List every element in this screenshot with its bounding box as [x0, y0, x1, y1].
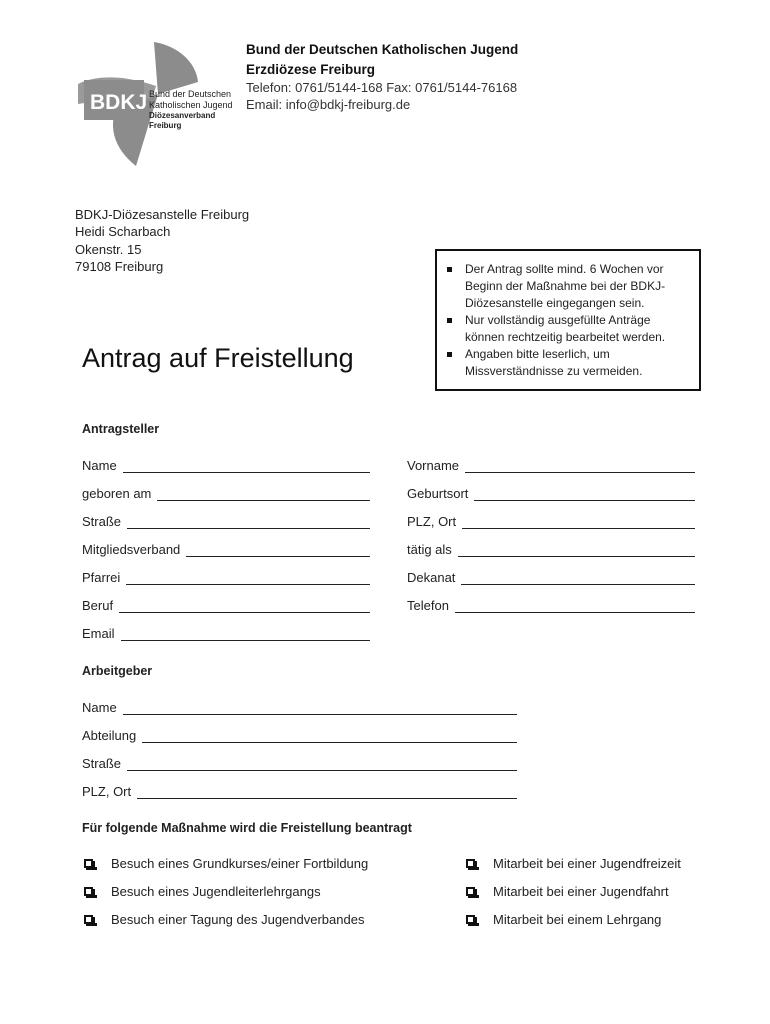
- applicant-firstname-field[interactable]: [407, 455, 695, 473]
- address-line: Okenstr. 15: [75, 242, 142, 257]
- logo-sub-line: Bund der Deutschen: [149, 89, 232, 99]
- input-line[interactable]: [127, 758, 517, 771]
- input-line[interactable]: [186, 544, 370, 557]
- org-diocese: Erzdiözese Freiburg: [246, 62, 376, 77]
- field-label: Email: [82, 626, 115, 641]
- applicant-email-field[interactable]: [82, 623, 370, 641]
- input-line[interactable]: [127, 516, 370, 529]
- info-bullet: Angaben bitte leserlich, um Missverständnisse zu vermeiden.: [445, 346, 693, 380]
- option-grundkurs[interactable]: [84, 855, 368, 871]
- field-label: Abteilung: [82, 728, 137, 743]
- logo-sub-line: Freiburg: [149, 121, 182, 130]
- field-label: Mitgliedsverband: [82, 542, 181, 557]
- org-email: Email: info@bdkj-freiburg.de: [246, 97, 411, 112]
- field-label: Pfarrei: [82, 570, 121, 585]
- applicant-zip-city-field[interactable]: [407, 511, 695, 529]
- field-label: PLZ, Ort: [82, 784, 132, 799]
- section-antragsteller: Antragsteller: [82, 422, 160, 436]
- checkbox-icon[interactable]: [84, 859, 93, 868]
- applicant-phone-field[interactable]: [407, 595, 695, 613]
- input-line[interactable]: [123, 702, 517, 715]
- employer-department-field[interactable]: [82, 725, 517, 743]
- field-label: Dekanat: [407, 570, 456, 585]
- info-box: [435, 249, 701, 391]
- input-line[interactable]: [474, 488, 695, 501]
- checkbox-icon[interactable]: [466, 915, 475, 924]
- employer-zip-city-field[interactable]: [82, 781, 517, 799]
- input-line[interactable]: [126, 572, 370, 585]
- option-label: Mitarbeit bei einer Jugendfahrt: [493, 883, 669, 899]
- page-title: Antrag auf Freistellung: [82, 343, 354, 373]
- bdkj-logo: [78, 42, 238, 166]
- checkbox-icon[interactable]: [466, 887, 475, 896]
- checkbox-icon[interactable]: [84, 915, 93, 924]
- section-massnahme: Für folgende Maßnahme wird die Freistellung beantragt: [82, 821, 412, 835]
- field-label: geboren am: [82, 486, 152, 501]
- input-line[interactable]: [142, 730, 517, 743]
- input-line[interactable]: [465, 460, 695, 473]
- input-line[interactable]: [137, 786, 517, 799]
- logo-mark: BDKJ: [90, 91, 148, 114]
- employer-street-field[interactable]: [82, 753, 517, 771]
- option-lehrgang[interactable]: [466, 911, 661, 927]
- address-line: 79108 Freiburg: [75, 259, 164, 274]
- input-line[interactable]: [455, 600, 695, 613]
- section-arbeitgeber: Arbeitgeber: [82, 664, 153, 678]
- address-line: BDKJ-Diözesanstelle Freiburg: [75, 207, 250, 222]
- info-bullet: Der Antrag sollte mind. 6 Wochen vor Beginn der Maßnahme bei der BDKJ-Diözesanstelle eingegangen sein.: [445, 261, 693, 312]
- logo-sub-line: Diözesanverband: [149, 111, 216, 120]
- applicant-birthdate-field[interactable]: [82, 483, 370, 501]
- applicant-parish-field[interactable]: [82, 567, 370, 585]
- employer-name-field[interactable]: [82, 697, 517, 715]
- applicant-member-association-field[interactable]: [82, 539, 370, 557]
- field-label: Name: [82, 700, 117, 715]
- field-label: Straße: [82, 756, 122, 771]
- option-jugendfahrt[interactable]: [466, 883, 669, 899]
- applicant-name-field[interactable]: [82, 455, 370, 473]
- option-jugendleiterlehrgang[interactable]: [84, 883, 321, 899]
- input-line[interactable]: [121, 628, 370, 641]
- checkbox-icon[interactable]: [84, 887, 93, 896]
- applicant-birthplace-field[interactable]: [407, 483, 695, 501]
- logo-sub-line: Katholischen Jugend: [149, 100, 233, 110]
- option-label: Mitarbeit bei einer Jugendfreizeit: [493, 855, 681, 871]
- applicant-role-field[interactable]: [407, 539, 695, 557]
- org-name: Bund der Deutschen Katholischen Jugend: [246, 42, 519, 57]
- address-line: Heidi Scharbach: [75, 224, 171, 239]
- option-tagung[interactable]: [84, 911, 364, 927]
- option-label: Besuch eines Jugendleiterlehrgangs: [111, 883, 321, 899]
- field-label: Name: [82, 458, 117, 473]
- field-label: Beruf: [82, 598, 114, 613]
- input-line[interactable]: [157, 488, 370, 501]
- field-label: Straße: [82, 514, 122, 529]
- field-label: Telefon: [407, 598, 449, 613]
- applicant-deanery-field[interactable]: [407, 567, 695, 585]
- applicant-profession-field[interactable]: [82, 595, 370, 613]
- checkbox-icon[interactable]: [466, 859, 475, 868]
- field-label: tätig als: [407, 542, 452, 557]
- option-label: Mitarbeit bei einem Lehrgang: [493, 911, 662, 927]
- input-line[interactable]: [123, 460, 370, 473]
- org-phone-fax: Telefon: 0761/5144-168 Fax: 0761/5144-76168: [246, 80, 518, 95]
- field-label: Geburtsort: [407, 486, 469, 501]
- input-line[interactable]: [458, 544, 695, 557]
- field-label: PLZ, Ort: [407, 514, 457, 529]
- info-bullet: Nur vollständig ausgefüllte Anträge können rechtzeitig bearbeitet werden.: [445, 312, 693, 346]
- applicant-street-field[interactable]: [82, 511, 370, 529]
- option-jugendfreizeit[interactable]: [466, 855, 681, 871]
- field-label: Vorname: [407, 458, 460, 473]
- input-line[interactable]: [462, 516, 695, 529]
- input-line[interactable]: [461, 572, 695, 585]
- option-label: Besuch eines Grundkurses/einer Fortbildung: [111, 855, 369, 871]
- input-line[interactable]: [119, 600, 370, 613]
- option-label: Besuch einer Tagung des Jugendverbandes: [111, 911, 365, 927]
